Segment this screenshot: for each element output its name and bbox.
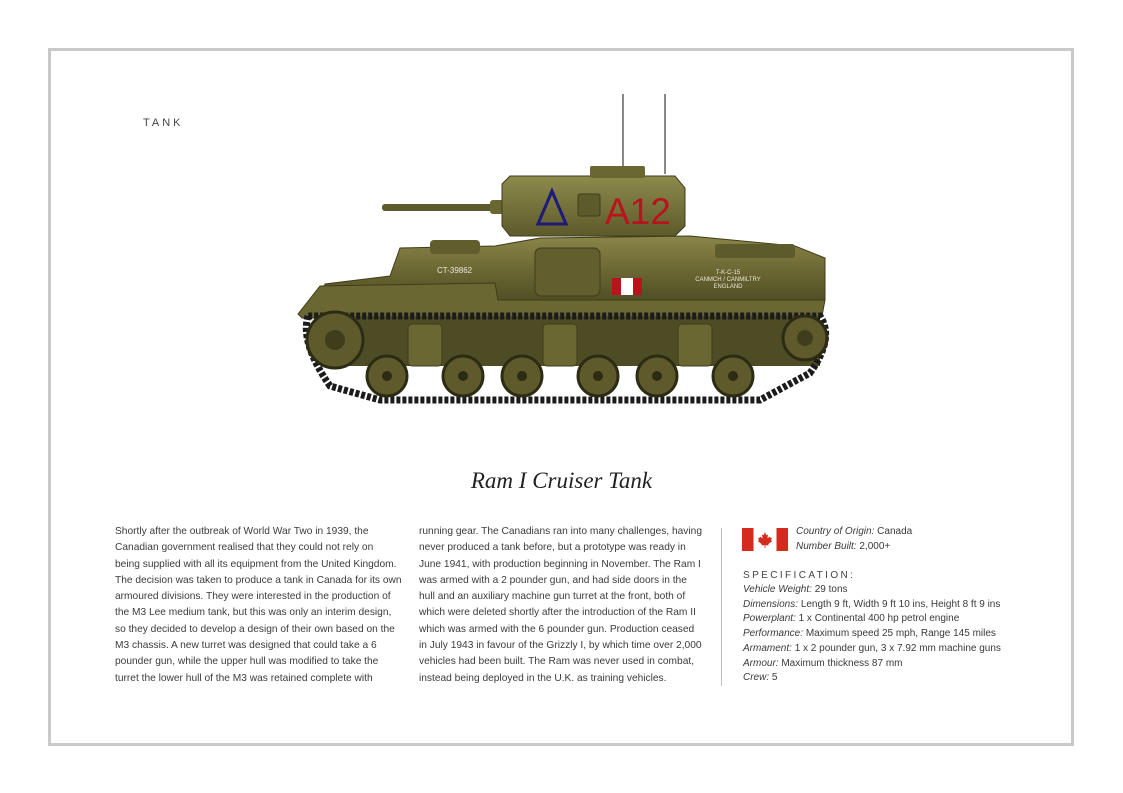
spec-label: Powerplant:	[743, 613, 796, 625]
country-label: Country of Origin:	[796, 526, 875, 537]
description-line: Shortly after the outbreak of World War Two in 1939, the	[115, 526, 369, 537]
turret-code: A12	[605, 191, 671, 232]
description-column-2	[419, 524, 709, 687]
category-label: TANK	[143, 117, 184, 129]
spec-label: Armament:	[743, 642, 792, 654]
description-line: instead being deployed in the U.K. as training vehicles.	[419, 672, 667, 684]
built-value: 2,000+	[859, 541, 891, 552]
origin-info	[796, 524, 912, 554]
spec-value: 1 x 2 pounder gun, 3 x 7.92 mm machine guns	[794, 642, 1001, 654]
spec-item	[743, 657, 1001, 672]
canada-flag-icon	[742, 528, 788, 551]
spec-label: Crew:	[743, 672, 770, 684]
description-line: so they decided to develop a design of their own based on the	[115, 623, 395, 635]
spec-item	[743, 583, 1001, 598]
spec-item	[743, 598, 1001, 613]
description-line: hull and an auxiliary machine gun turret at the front, both of	[419, 591, 686, 603]
spec-value: Length 9 ft, Width 9 ft 10 ins, Height 8 ft 9 ins	[800, 598, 1001, 610]
description-line: vehicles had been built. The Ram was never used in combat,	[419, 656, 695, 668]
description-column-1	[115, 524, 405, 687]
description-line: Canadian government realised that they could not rely on	[115, 542, 374, 554]
description-line: was armed with a 2 pounder gun, and had side doors in the	[419, 574, 687, 586]
stencil-line-1: T-K-C-15	[715, 270, 741, 276]
spec-value: 5	[771, 672, 778, 684]
vehicle-title: Ram I Cruiser Tank	[470, 468, 653, 493]
description-line: The decision was taken to produce a tank in Canada for its own	[115, 574, 402, 586]
built-label: Number Built:	[796, 541, 857, 552]
specification-heading: SPECIFICATION:	[743, 570, 856, 581]
spec-item	[743, 671, 1001, 686]
description-line: pounder gun, while the upper hull was modified to take the	[115, 656, 379, 668]
spec-label: Vehicle Weight:	[743, 584, 812, 595]
spec-item	[743, 627, 1001, 642]
description-line: running gear. The Canadians ran into many challenges, having	[419, 526, 702, 537]
spec-item	[743, 612, 1001, 627]
description-line: which was armed with the 6 pounder gun. Production ceased	[419, 623, 695, 635]
spec-label: Dimensions:	[743, 598, 799, 610]
description-line: being supplied with all its equipment from the United Kingdom.	[115, 558, 397, 570]
description-line: which were deleted shortly after the introduction of the Ram II	[419, 607, 696, 619]
column-divider	[721, 528, 722, 686]
stencil-line-2: CANMCH / CANMILTRY	[695, 277, 761, 283]
spec-value: Maximum thickness 87 mm	[781, 657, 903, 669]
description-line: turret the lower hull of the M3 was retained complete with	[115, 672, 373, 684]
description-line: June 1941, with production beginning in November. The Ram I	[419, 558, 701, 570]
description-line: the M3 Lee medium tank, but this was only an interim design,	[115, 607, 392, 619]
spec-item	[743, 642, 1001, 657]
country-value: Canada	[877, 526, 913, 537]
stencil-line-3: ENGLAND	[713, 284, 743, 290]
spec-label: Performance:	[743, 628, 804, 640]
spec-label: Armour:	[743, 657, 779, 669]
spec-value: 1 x Continental 400 hp petrol engine	[798, 613, 960, 625]
hull-number: CT-39862	[437, 266, 473, 275]
tank-illustration	[290, 88, 840, 413]
description-line: in July 1943 in favour of the Grizzly I, by which time over 2,000	[419, 640, 702, 652]
specification-list	[743, 583, 1001, 686]
spec-value: Maximum speed 25 mph, Range 145 miles	[805, 628, 996, 640]
spec-value: 29 tons	[814, 584, 848, 595]
description-line: M3 chassis. A new turret was designed that could take a 6	[115, 640, 377, 652]
description-line: never produced a tank before, but a prototype was ready in	[419, 542, 686, 554]
description-line: armoured divisions. They were interested in the production of	[115, 591, 391, 603]
